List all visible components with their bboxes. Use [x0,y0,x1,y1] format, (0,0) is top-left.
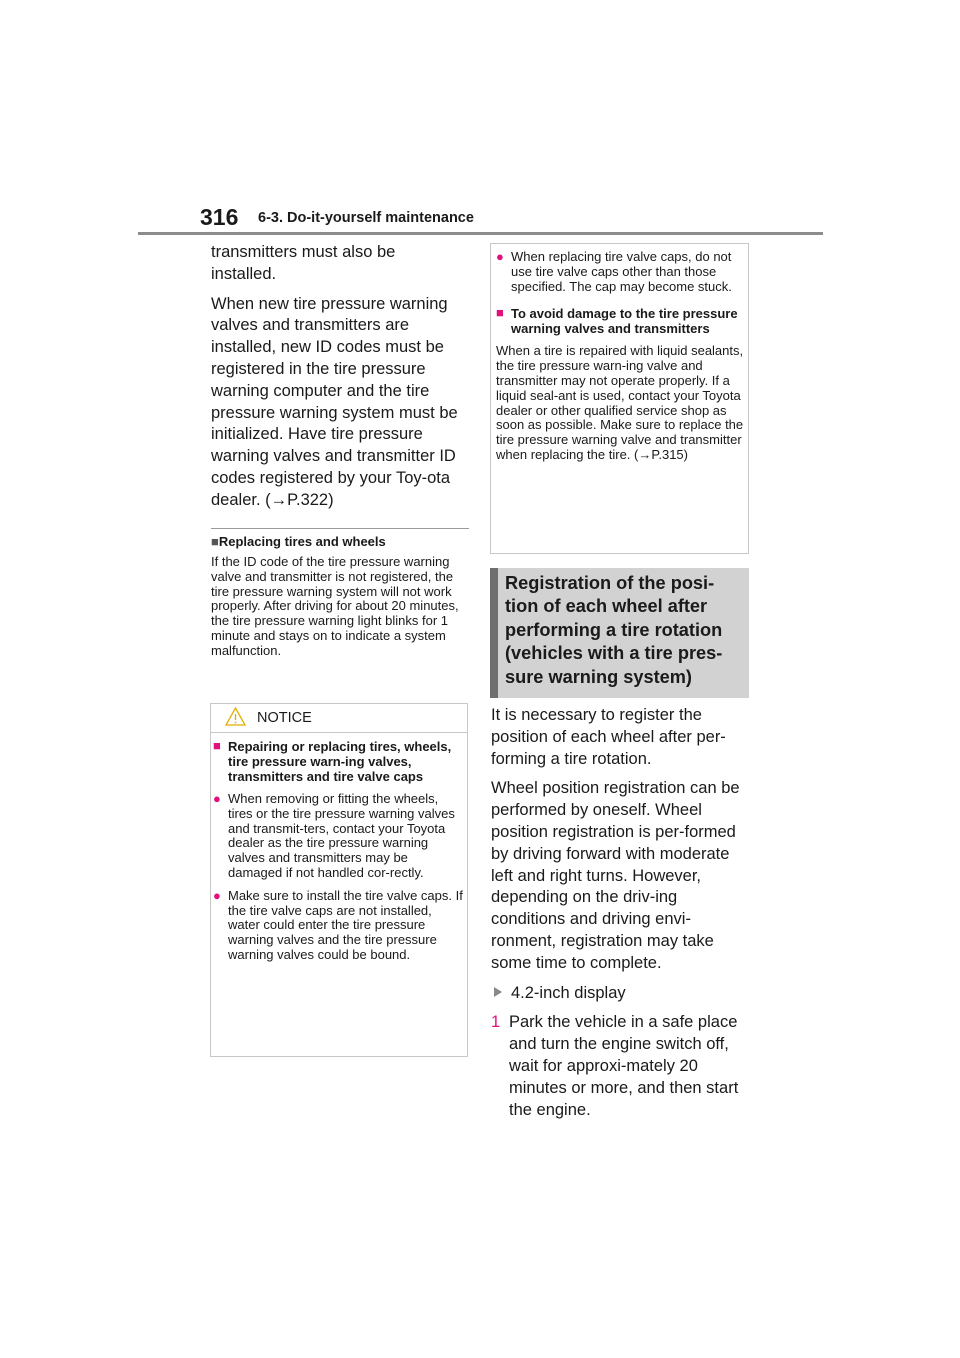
registration-heading-bar [490,568,498,698]
section-title: 6-3. Do-it-yourself maintenance [258,210,474,226]
square-bullet-icon: ■ [211,534,219,549]
paragraph: Wheel position registration can be performed by oneself. Wheel position registration is per-formed by driving forward with moderate left and right turns. However, depending on the driv-ing conditions and driving envi-ronment, registration may take some time to complete. [491,779,740,972]
registration-title: Registration of the posi-tion of each wheel after performing a tire rotation (vehicles with a tire pres-sure warning system) [505,573,723,687]
notice-content [213,739,463,971]
display-label: 4.2-inch display [491,983,753,1005]
notice-heading: ■ Repairing or replacing tires, wheels, tire pressure warn-ing valves, transmitters and tire valve caps [213,738,452,784]
subsection-rule [211,528,469,529]
paragraph: transmitters must also be installed. [211,243,396,283]
left-column [211,242,469,520]
notice-divider [211,732,467,733]
paragraph: It is necessary to register the position of each wheel after per-forming a tire rotation. [491,706,726,768]
page-number: 316 [200,204,239,230]
step-number: 1 [491,1013,501,1032]
replacing-section [211,534,469,659]
circle-bullet-icon: ● [496,249,504,264]
replacing-text: If the ID code of the tire pressure warning valve and transmitter is not registered, the tire pressure warning system will not work properly. After driving for about 20 minutes, the tire pressure warning light blinks for 1 minute and stays on to indicate a system malfunction. [211,554,459,658]
circle-bullet-icon: ● [213,791,221,806]
square-bullet-icon: ■ [496,305,504,321]
triangle-right-icon [494,987,502,997]
square-bullet-icon: ■ [213,738,221,753]
notice-text: When a tire is repaired with liquid sealants, the tire pressure warn-ing valve and transmitter may not operate properly. If a liquid seal-ant is used, contact your Toyota dealer or other qualified service shop as soon as possible. Make sure to replace the tire pressure warning valve and transmitter when replacing the tire. (→P.315) [496,343,744,462]
right-column [491,705,753,1129]
warning-icon [225,707,246,726]
notice-title: NOTICE [257,710,312,726]
notice-continued-content [496,250,744,463]
step-text: Park the vehicle in a safe place and turn the engine switch off, wait for approxi-mately 20 minutes or more, and then start the engine. [509,1013,739,1119]
step-1 [491,1012,753,1121]
header-rule [138,232,823,235]
notice-item: ● Make sure to install the tire valve caps. If the tire valve caps are not installed, water could enter the tire pressure warning valves and the tire pressure warning valves could be bound. [213,887,463,962]
circle-bullet-icon: ● [213,887,221,903]
replacing-heading: ■Replacing tires and wheels [211,534,386,549]
paragraph: When new tire pressure warning valves and transmitters are installed, new ID codes must be registered in the tire pressure warning computer and the tire pressure warning system must be initialized. Have tire pressure warning valves and transmitter ID codes registered by your Toy-ota dealer. (→P.322) [211,294,458,509]
notice-item: ● When replacing tire valve caps, do not use tire valve caps other than those specified. The cap may become stuck. [496,249,732,294]
notice-heading: ■ To avoid damage to the tire pressure warning valves and transmitters [496,305,738,337]
notice-item: ● When removing or fitting the wheels, tires or the tire pressure warning valves and transmit-ters, contact your Toyota dealer as the tire pressure warning valves and transmitters may be damaged if not handled cor-rectly. [213,791,455,880]
